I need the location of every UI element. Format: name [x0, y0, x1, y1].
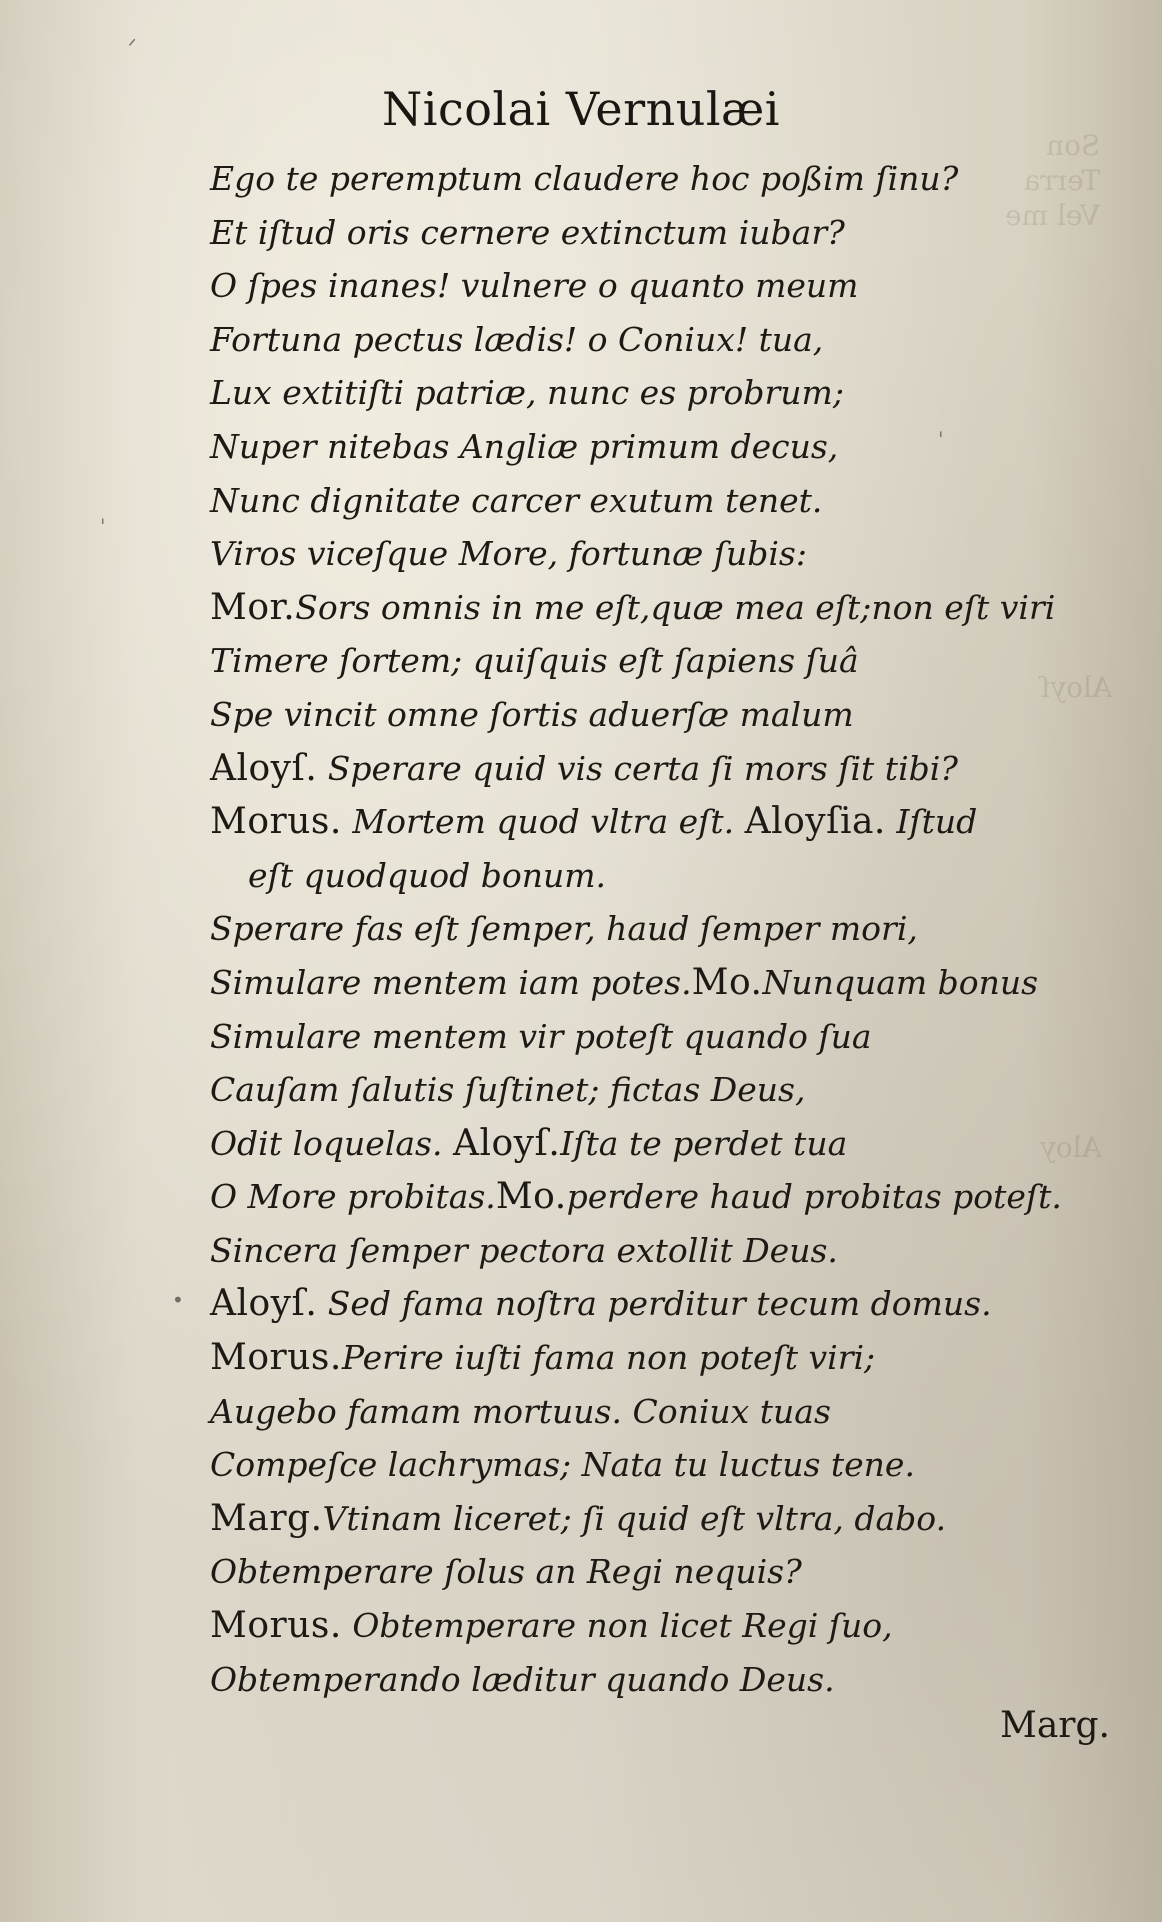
text-line [210, 634, 1120, 688]
verse-text: Sperare fas eſt ſemper, haud ſemper mori, [210, 909, 918, 949]
verse-text: Simulare mentem iam potes. [210, 962, 692, 1002]
text-line [210, 1653, 1120, 1707]
text-line [210, 313, 1120, 367]
text-line [210, 152, 1120, 206]
verse-text: Perire iuſti fama non poteſt viri; [341, 1338, 876, 1378]
text-line [210, 259, 1120, 313]
verse-text: Fortuna pectus lædis! o Coniux! tua, [210, 319, 824, 359]
speaker-label: Aloyſ. [210, 1283, 318, 1325]
verse-text: Simulare mentem vir poteſt quando ſua [210, 1016, 872, 1056]
verse-text: Spe vincit omne ſortis aduerſæ malum [210, 694, 854, 734]
text-line [210, 527, 1120, 581]
text-line [210, 1545, 1120, 1599]
verse-text: Sincera ſemper pectora extollit Deus. [210, 1230, 838, 1270]
speaker-label: Aloyſia. [744, 801, 886, 843]
verse-text: O ſpes inanes! vulnere o quanto meum [210, 266, 859, 306]
text-line [210, 956, 1120, 1010]
text-line [210, 1224, 1120, 1278]
speaker-label: Morus. [210, 1605, 342, 1647]
verse-text: Sed fama noſtra perditur tecum domus. [317, 1284, 992, 1324]
page-mark: ᐟ [128, 34, 137, 58]
verse-text: O More probitas. [210, 1177, 496, 1217]
verse-text: Obtemperare ſolus an Regi nequis? [210, 1552, 802, 1592]
verse-text: Et iſtud oris cernere extinctum iubar? [210, 212, 845, 252]
running-header: Nicolai Vernulæi [381, 82, 780, 136]
text-line [210, 474, 1120, 528]
page-mark: ˈ [938, 428, 944, 452]
text-line [210, 206, 1120, 260]
verse-text: Compeſce lachrymas; Nata tu luctus tene. [210, 1445, 915, 1485]
verse-text: Sperare quid vis certa ſi mors ſit tibi? [317, 748, 958, 788]
bleed-through-text: Aloy [1040, 1131, 1102, 1164]
catchword: Marg. [999, 1705, 1110, 1746]
page-mark: • [172, 1288, 184, 1312]
text-line [210, 366, 1120, 420]
page-mark: ˈ [100, 515, 106, 539]
verse-text: Obtemperare non licet Regi ſuo, [341, 1606, 893, 1646]
verse-text: Ego te peremptum claudere hoc poßim ſinu? [210, 159, 959, 198]
speaker-label: Mo. [495, 1176, 567, 1218]
text-line [210, 1385, 1120, 1439]
verse-text: Nunquam bonus [762, 962, 1039, 1002]
verse-text: Mortem quod vltra eſt. [341, 802, 745, 842]
text-line [210, 1170, 1120, 1224]
verse-text: Nunc dignitate carcer exutum tenet. [210, 480, 823, 520]
verse-text: perdere haud probitas poteſt. [566, 1177, 1062, 1217]
text-line [210, 420, 1120, 474]
verse-text: Iſtud [885, 802, 978, 842]
verse-text: Viros viceſque More, fortunæ ſubis: [210, 534, 807, 574]
verse-text: Augebo famam mortuus. Coniux tuas [210, 1391, 831, 1431]
speaker-label: Morus. [210, 801, 342, 843]
text-line [210, 1331, 1120, 1385]
text-line [210, 581, 1120, 635]
text-line [210, 1063, 1120, 1117]
verse-text: Lux extitiſti patriæ, nunc es probrum; [210, 373, 844, 413]
verse-text: Obtemperando læditur quando Deus. [210, 1659, 835, 1699]
verse-text: Vtinam liceret; ſi quid eſt vltra, dabo. [322, 1498, 947, 1538]
speaker-label: Aloyſ. [452, 1122, 561, 1164]
verse-text: Nuper nitebas Angliæ primum decus, [210, 426, 839, 466]
text-line [210, 1438, 1120, 1492]
speaker-label: Marg. [210, 1497, 323, 1539]
verse-text: Sors omnis in me eſt,quæ mea eſt;non eſt viri [295, 587, 1056, 627]
bleed-through-text: Son Terra Vel me [1005, 129, 1101, 232]
text-line [210, 902, 1120, 956]
text-line [210, 849, 1120, 903]
text-line [210, 795, 1120, 849]
text-line [210, 1277, 1120, 1331]
bleed-through-text: Aloyſ [1040, 671, 1113, 704]
speaker-label: Morus. [210, 1337, 342, 1379]
verse-text: Iſta te perdet tua [560, 1123, 848, 1163]
verse-text: Cauſam ſalutis ſuſtinet; fictas Deus, [210, 1070, 806, 1110]
text-line [210, 1010, 1120, 1064]
text-line [210, 1599, 1120, 1653]
text-line [210, 1117, 1120, 1171]
text-line [210, 688, 1120, 742]
speaker-label: Mor. [210, 586, 296, 628]
text-block [210, 152, 1120, 1706]
verse-text: Timere ſortem; quiſquis eſt ſapiens ſuâ [210, 641, 859, 681]
verse-text: Odit loquelas. [210, 1123, 453, 1163]
speaker-label: Mo. [691, 961, 763, 1003]
text-line [210, 1492, 1120, 1546]
text-line [210, 742, 1120, 796]
verse-text: eſt quodquod bonum. [248, 855, 607, 895]
speaker-label: Aloyſ. [210, 747, 318, 789]
